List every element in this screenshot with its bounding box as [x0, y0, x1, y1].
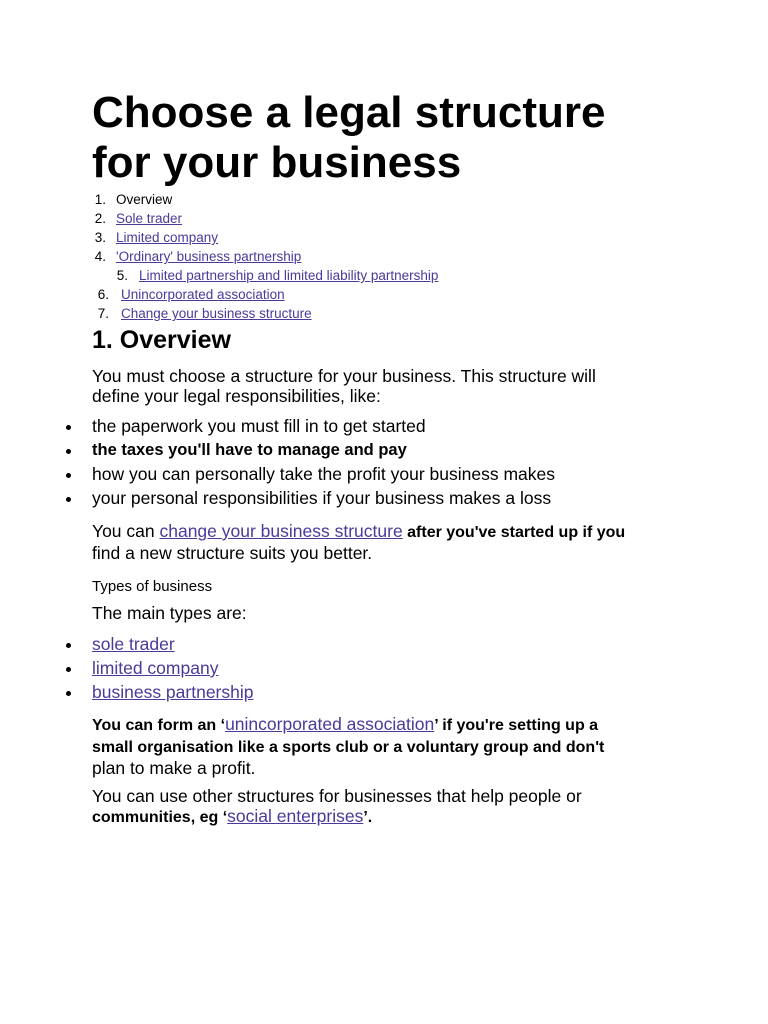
- unincorporated-paragraph: [92, 714, 692, 778]
- social-enterprises-link[interactable]: social enterprises: [227, 806, 364, 826]
- toc-link-limited-partnership[interactable]: Limited partnership and limited liability partnership: [139, 268, 439, 283]
- toc-link-unincorporated-association[interactable]: Unincorporated association: [121, 287, 285, 302]
- bullet-icon: [66, 667, 71, 672]
- toc-link-ordinary-partnership[interactable]: 'Ordinary' business partnership: [116, 249, 302, 264]
- toc-number: 5.: [116, 268, 128, 283]
- toc-number: 2.: [94, 211, 106, 226]
- overview-intro-line-1: You must choose a structure for your business. This structure will: [92, 366, 596, 386]
- overview-intro-line-2: define your legal responsibilities, like:: [92, 386, 381, 406]
- unincorporated-association-link[interactable]: unincorporated association: [225, 714, 435, 734]
- page-title: [92, 88, 605, 188]
- change-post-text: after you've started up if you: [402, 524, 626, 541]
- overview-intro: [92, 366, 692, 406]
- list-item-text: how you can personally take the profit your business makes: [92, 464, 556, 484]
- unincorporated-post-text: ’ if you're setting up a: [434, 717, 599, 734]
- toc-number: 1.: [94, 192, 106, 207]
- list-item-text: the taxes you'll have to manage and pay: [92, 441, 407, 459]
- unincorporated-pre-text: You can form an ‘: [92, 717, 226, 734]
- other-line-1: You can use other structures for businesses that help people or: [92, 786, 582, 806]
- limited-company-link[interactable]: limited company: [92, 658, 219, 678]
- toc-label-overview: Overview: [116, 192, 173, 207]
- toc-number: 6.: [97, 287, 109, 302]
- toc-number: 7.: [97, 306, 109, 321]
- section-heading-overview: 1. Overview: [92, 326, 231, 354]
- bullet-icon: [66, 425, 71, 430]
- bullet-icon: [66, 449, 71, 454]
- change-line-2: find a new structure suits you better.: [92, 543, 373, 563]
- unincorporated-line-3: plan to make a profit.: [92, 758, 256, 778]
- change-structure-paragraph: [92, 521, 692, 563]
- sole-trader-link[interactable]: sole trader: [92, 634, 175, 654]
- bullet-icon: [66, 643, 71, 648]
- bullet-icon: [66, 691, 71, 696]
- types-intro: The main types are:: [92, 603, 247, 623]
- other-post-text: ’.: [363, 809, 373, 826]
- unincorporated-line-2: small organisation like a sports club or a voluntary group and don't: [92, 739, 605, 756]
- list-item-text: the paperwork you must fill in to get started: [92, 416, 426, 436]
- bullet-icon: [66, 497, 71, 502]
- change-structure-link[interactable]: change your business structure: [159, 521, 403, 541]
- types-subheading: Types of business: [92, 578, 213, 595]
- other-structures-paragraph: [92, 786, 692, 828]
- toc-number: 3.: [94, 230, 106, 245]
- business-partnership-link[interactable]: business partnership: [92, 682, 254, 702]
- title-line-1: Choose a legal structure: [92, 88, 606, 137]
- other-pre-text: communities, eg ‘: [92, 809, 228, 826]
- change-pre-text: You can: [92, 521, 160, 541]
- toc-link-sole-trader[interactable]: Sole trader: [116, 211, 183, 226]
- title-line-2: for your business: [92, 138, 462, 187]
- list-item-text: your personal responsibilities if your business makes a loss: [92, 488, 552, 508]
- bullet-icon: [66, 473, 71, 478]
- toc-link-change-structure[interactable]: Change your business structure: [121, 306, 312, 321]
- toc-number: 4.: [94, 249, 106, 264]
- toc-link-limited-company[interactable]: Limited company: [116, 230, 219, 245]
